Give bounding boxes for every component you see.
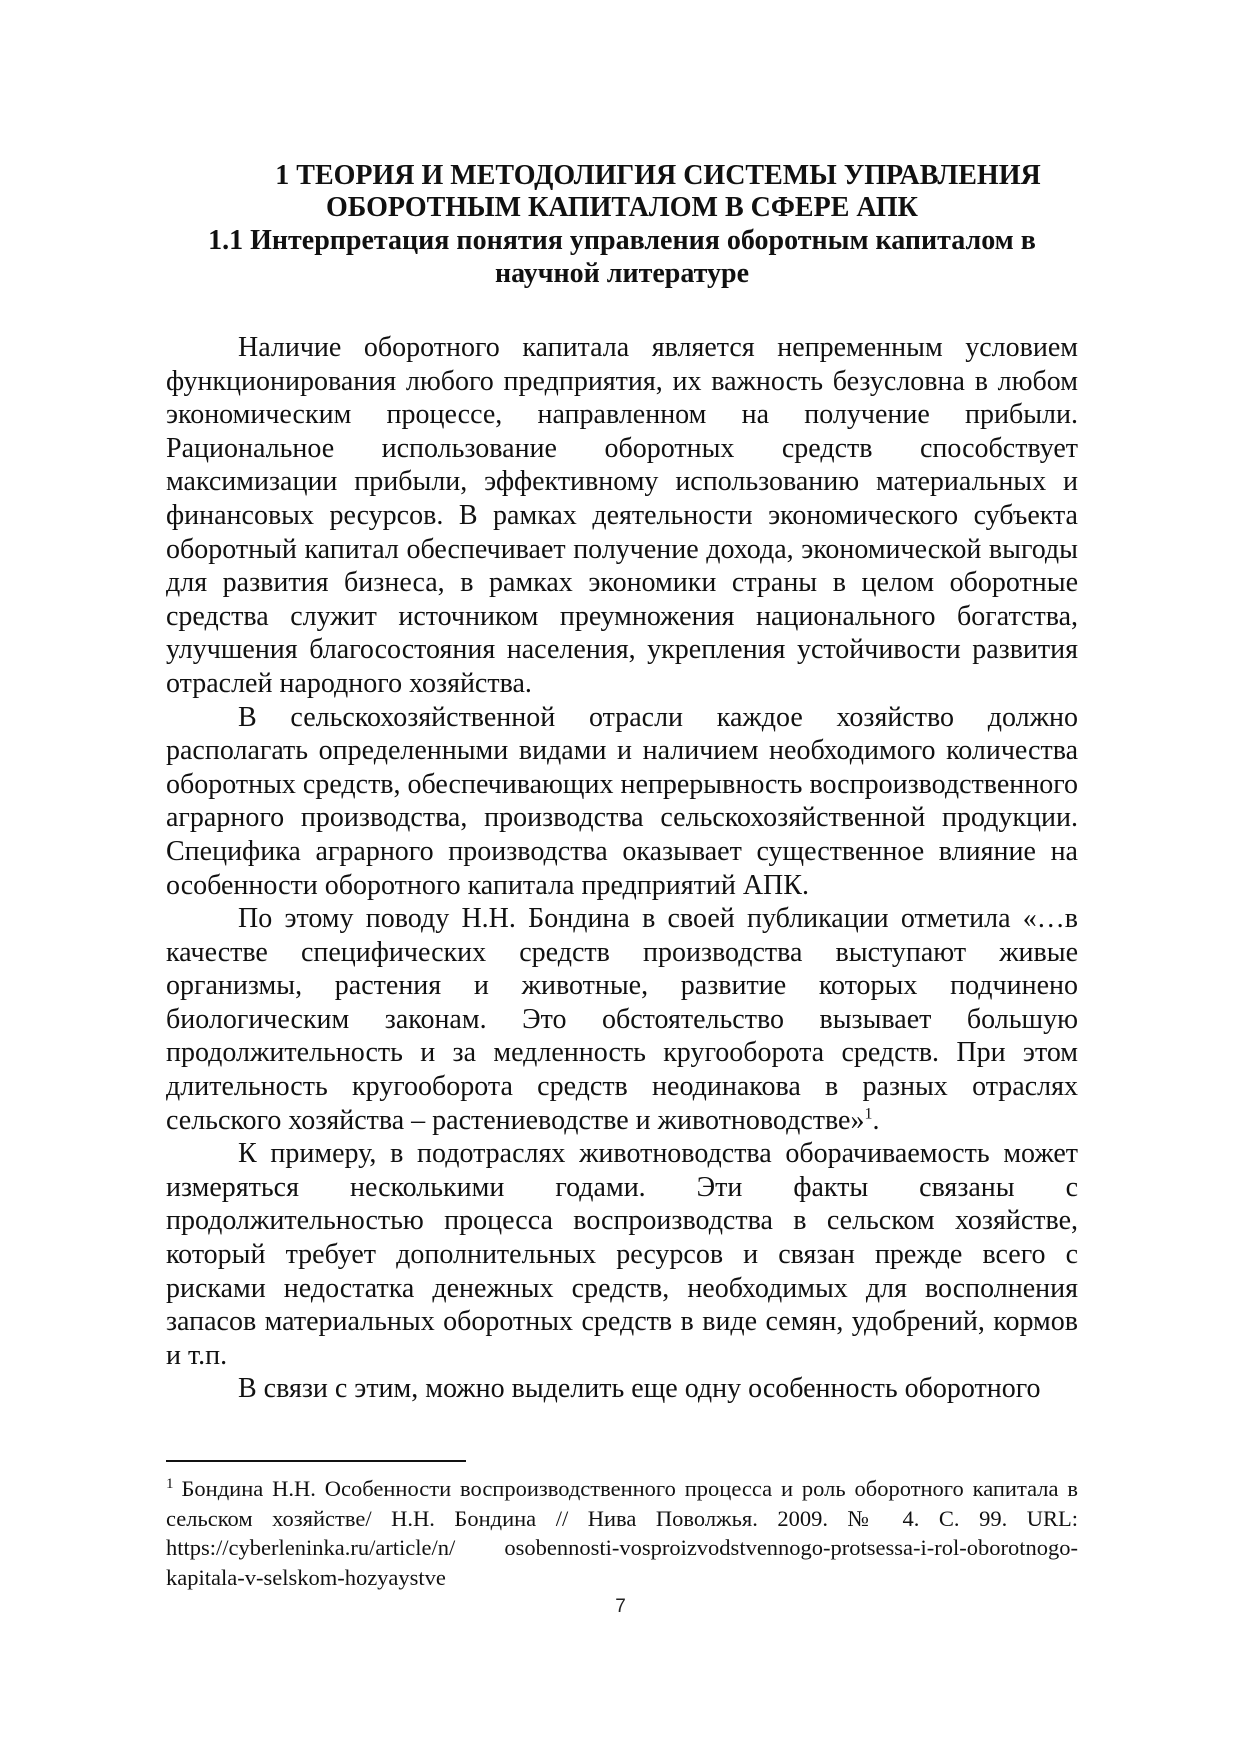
paragraph-text: По этому поводу Н.Н. Бондина в своей публикации отметила «…в качестве специфических средств производства выступают живые организмы, растения и животные, развитие которых подчинено биологическим законам. Это обстоятельство вызывает большую продолжительность и за медленность кругооборота средств. При этом длительность кругооборота средств неодинакова в разных отраслях сельского хозяйства – растениеводстве и животноводстве» <box>166 903 1078 1136</box>
body-text <box>166 331 1078 1406</box>
footnote-reference[interactable]: 1 <box>864 1105 873 1123</box>
page-content <box>166 160 1078 1406</box>
paragraph-3 <box>166 902 1078 1137</box>
chapter-title-line-2: ОБОРОТНЫМ КАПИТАЛОМ В СФЕРЕ АПК <box>326 192 918 223</box>
section-title-line-2: научной литературе <box>494 258 750 289</box>
page-number: 7 <box>615 1596 626 1617</box>
paragraph-text: В связи с этим, можно выделить еще одну особенность оборотного <box>238 1373 1041 1405</box>
paragraph-text: В сельскохозяйственной отрасли каждое хозяйство должно располагать определенными видами и наличием необходимого количества оборотных средств, обеспечивающих непрерывность воспроизводственного аграрного производства, производства сельскохозяйственной продукции. Специфика аграрного производства оказывает существенное влияние на особенности оборотного капитала предприятий АПК. <box>166 701 1079 901</box>
paragraph-tail: . <box>872 1104 880 1136</box>
paragraph-2 <box>166 701 1078 903</box>
footnote <box>166 1474 1078 1592</box>
paragraph-5 <box>166 1372 1078 1406</box>
paragraph-text: Наличие оборотного капитала является непременным условием функционирования любого предприятия, их важность безусловна в любом экономическим процессе, направленном на получение прибыли. Рациональное использование оборотных средств способствует максимизации прибыли, эффективному использованию материальных и финансовых ресурсов. В рамках деятельности экономического субъекта оборотный капитал обеспечивает получение дохода, экономической выгоды для развития бизнеса, в рамках экономики страны в целом оборотные средства служит источником преумножения национального богатства, улучшения благосостояния населения, укрепления устойчивости развития отраслей народного хозяйства. <box>166 332 1078 699</box>
chapter-title-line-1: 1 ТЕОРИЯ И МЕТОДОЛИГИЯ СИСТЕМЫ УПРАВЛЕНИЯ <box>275 160 1041 191</box>
paragraph-text: К примеру, в подотраслях животноводства оборачиваемость может измеряться несколькими годами. Эти факты связаны с продолжительностью процесса воспроизводства в сельском хозяйстве, который требует дополнительных ресурсов и связан прежде всего с рисками недостатка денежных средств, необходимых для восполнения запасов материальных оборотных средств в виде семян, удобрений, кормов и т.п. <box>166 1138 1078 1371</box>
paragraph-4 <box>166 1137 1078 1372</box>
footnote-text: Бондина Н.Н. Особенности воспроизводственного процесса и роль оборотного капитала в сельском хозяйстве/ Н.Н. Бондина // Нива Поволжья. 2009. № 4. С. 99. URL: https://cyberleninka.ru/article/n/ osobennosti-vosproizvodstvennogo-protsessa-i-rol-oborotnogo-kapitala-v-selskom-hozyaystve <box>166 1476 1078 1590</box>
section-title-line-1: 1.1 Интерпретация понятия управления оборотным капиталом в <box>208 225 1036 256</box>
footnote-separator <box>166 1460 466 1462</box>
chapter-title <box>166 160 1078 224</box>
section-title <box>166 224 1078 290</box>
footnote-marker: 1 <box>166 1475 174 1492</box>
paragraph-1 <box>166 331 1078 701</box>
